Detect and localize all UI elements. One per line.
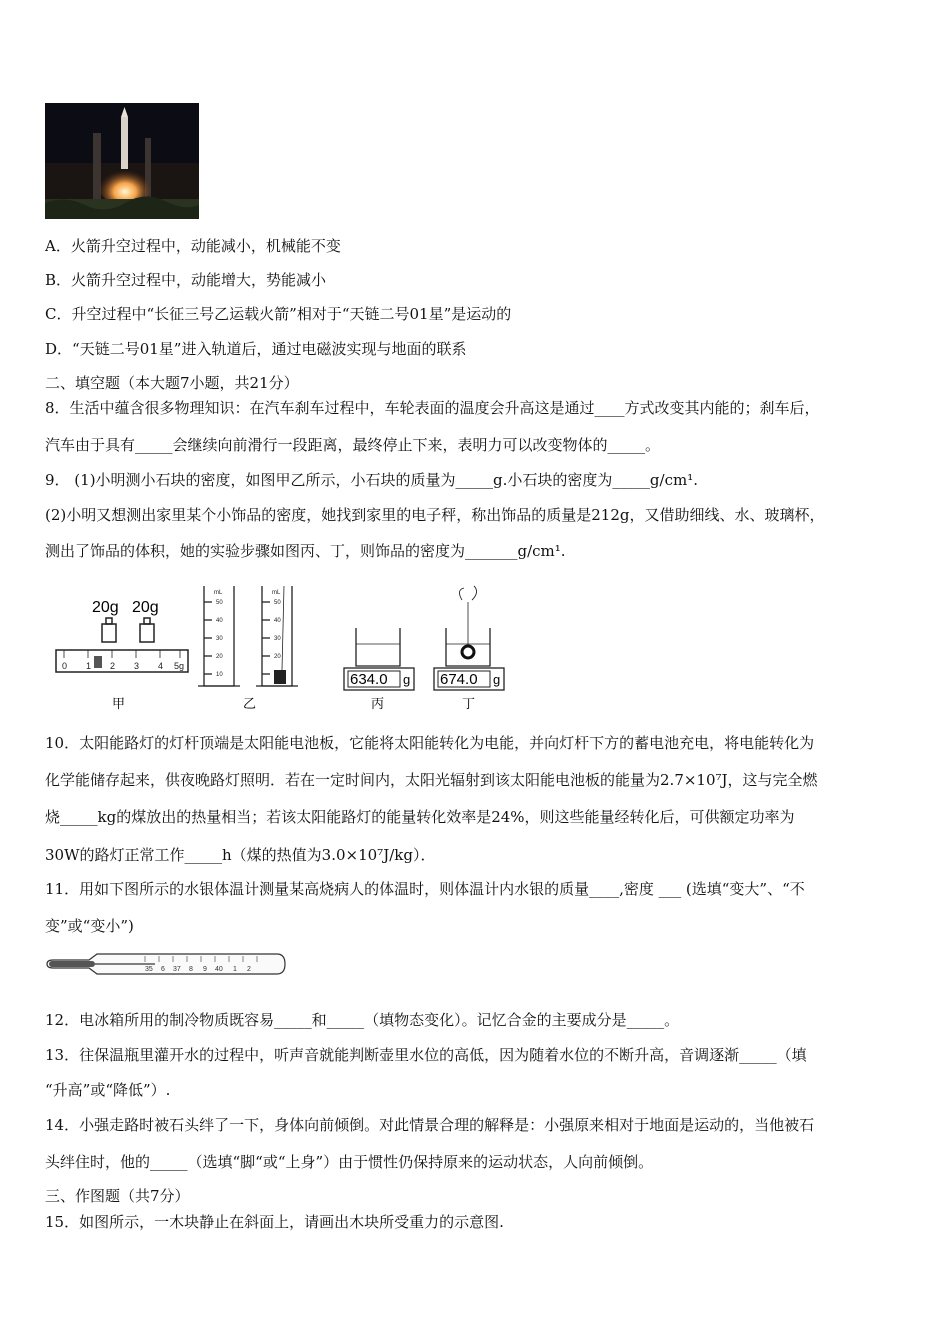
cyl1-tick-20: 20	[216, 654, 223, 660]
q10-line2: 化学能储存起来，供夜晚路灯照明．若在一定时间内，太阳光辐射到该太阳能电池板的能量为2.7×10⁷J，这与完全燃	[45, 771, 818, 789]
caption-ding: 丁	[462, 697, 476, 712]
q14-line1: 14．小强走路时被石头绊了一下，身体向前倾倒。对此情景合理的解释是：小强原来相对于地面是运动的，当他被石	[45, 1116, 815, 1134]
thermo-tick-40: 40	[215, 966, 223, 973]
q14-line2: 头绊住时，他的_____（选填“脚“或“上身”）由于惯性仍保持原来的运动状态，人向前倾倒。	[45, 1153, 654, 1171]
weight-label-2: 20g	[132, 599, 159, 616]
scale-bing-reading: 634.0	[350, 671, 388, 688]
cyl1-tick-50: 50	[216, 600, 223, 606]
q9-line3: 测出了饰品的体积，她的实验步骤如图丙、丁，则饰品的密度为_______g/cm¹.	[45, 542, 566, 560]
beaker-bing	[356, 628, 400, 666]
cyl1-tick-30: 30	[216, 636, 223, 642]
q10-line3: 烧_____kg的煤放出的热量相当；若该太阳能路灯的能量转化效率是24%，则这些能量经转化后，可供额定功率为	[45, 808, 795, 826]
q13-line1: 13．往保温瓶里灌开水的过程中，听声音就能判断壶里水位的高低，因为随着水位的不断升高，音调逐渐_____（填	[45, 1046, 807, 1064]
weight-1	[102, 618, 116, 642]
q8-line1: 8．生活中蕴含很多物理知识：在汽车刹车过程中，车轮表面的温度会升高这是通过____方式改变其内能的；刹车后，	[45, 399, 820, 417]
cyl1-unit: mL	[214, 590, 223, 596]
q8-line2: 汽车由于具有_____会继续向前滑行一段距离，最终停止下来，表明力可以改变物体的_____。	[45, 436, 661, 454]
scale-ding-unit: g	[493, 672, 501, 687]
cyl2-unit: mL	[272, 590, 281, 596]
q10-line1: 10．太阳能路灯的灯杆顶端是太阳能电池板，它能将太阳能转化为电能，并向灯杆下方的蓄电池充电，将电能转化为	[45, 734, 815, 752]
ruler-tick-3: 3	[134, 661, 140, 671]
scale-bing-unit: g	[403, 672, 411, 687]
ruler-tick-2: 2	[110, 661, 116, 671]
section2-heading: 二、填空题（本大题7小题，共21分）	[45, 374, 299, 392]
scale-ding-reading: 674.0	[440, 671, 478, 688]
thermo-tick-37: 37	[173, 966, 181, 973]
q7-option-d: D．“天链二号01星”进入轨道后，通过电磁波实现与地面的联系	[45, 340, 467, 358]
section3-heading: 三、作图题（共7分）	[45, 1187, 190, 1205]
thermo-tick-39: 9	[203, 966, 207, 973]
q15: 15．如图所示，一木块静止在斜面上，请画出木块所受重力的示意图.	[45, 1213, 504, 1231]
q11-line2: 变”或“变小”)	[45, 917, 134, 935]
clinical-thermometer	[45, 950, 290, 978]
density-experiment-figure	[52, 582, 522, 714]
thermo-tick-36: 6	[161, 966, 165, 973]
thermo-tick-41: 1	[233, 966, 237, 973]
q12: 12．电冰箱所用的制冷物质既容易_____和_____（填物态变化）。记忆合金的主要成分是_____。	[45, 1011, 680, 1029]
thermo-tick-42: 2	[247, 966, 251, 973]
balance-ruler	[56, 650, 188, 672]
q7-option-b: B．火箭升空过程中，动能增大，势能减小	[45, 271, 327, 289]
q7-option-a: A．火箭升空过程中，动能减小，机械能不变	[45, 237, 341, 255]
cyl1-tick-10: 10	[216, 672, 223, 678]
q9-line1: 9． (1)小明测小石块的密度，如图甲乙所示，小石块的质量为_____g.小石块的密度为_____g/cm¹.	[45, 471, 698, 489]
weight-2	[140, 618, 154, 642]
q13-line2: “升高”或“降低”）.	[45, 1081, 171, 1099]
thermo-tick-35: 35	[145, 966, 153, 973]
q7-option-c: C．升空过程中“长征三号乙运载火箭”相对于“天链二号01星”是运动的	[45, 305, 512, 323]
q11-line1: 11．用如下图所示的水银体温计测量某高烧病人的体温时，则体温计内水银的质量____,密度 ___ (选填“变大”、“不	[45, 880, 805, 898]
cyl2-tick-20: 20	[274, 654, 281, 660]
ornament-in-water	[462, 646, 474, 658]
rocket-launch-photo	[45, 103, 199, 219]
cyl2-tick-30: 30	[274, 636, 281, 642]
caption-bing: 丙	[371, 697, 385, 712]
q10-line4: 30W的路灯正常工作_____h（煤的热值为3.0×10⁷J/kg）．	[45, 846, 436, 864]
ruler-tick-5: 5g	[174, 661, 185, 671]
q9-line2: (2)小明又想测出家里某个小饰品的密度，她找到家里的电子秤，称出饰品的质量是212g，又借助细线、水、玻璃杯，	[45, 506, 825, 524]
cyl1-tick-40: 40	[216, 618, 223, 624]
cyl2-tick-40: 40	[274, 618, 281, 624]
ruler-tick-4: 4	[158, 661, 164, 671]
ruler-tick-1: 1	[86, 661, 92, 671]
ruler-tick-0: 0	[62, 661, 68, 671]
caption-yi: 乙	[243, 697, 257, 712]
thermo-tick-38: 8	[189, 966, 193, 973]
cyl2-tick-50: 50	[274, 600, 281, 606]
caption-jia: 甲	[112, 697, 126, 712]
cyl2-tick-10: 10	[274, 672, 281, 678]
weight-label-1: 20g	[92, 599, 119, 616]
